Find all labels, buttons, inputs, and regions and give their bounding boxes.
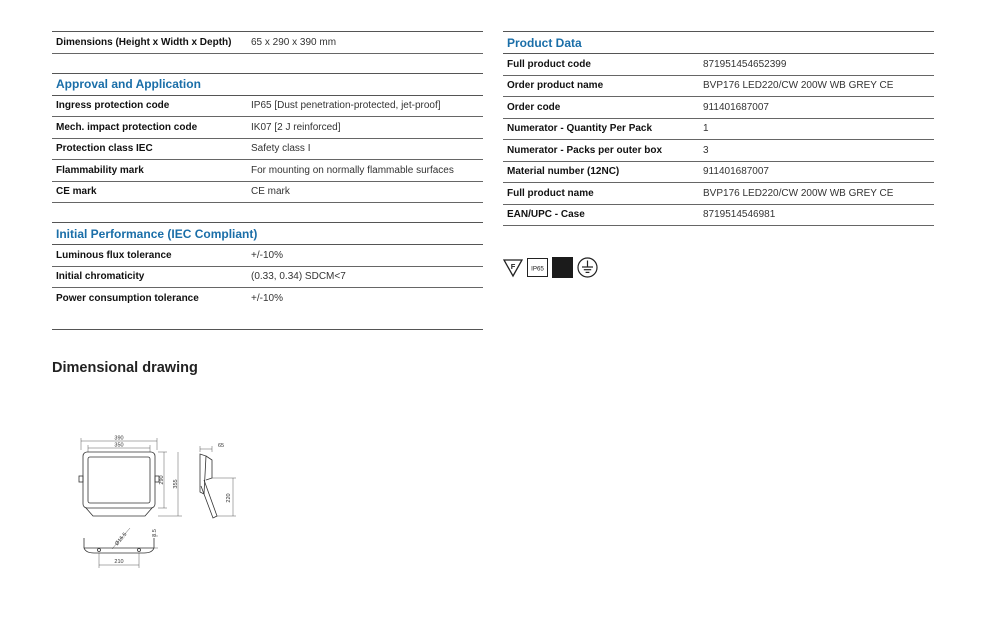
spec-value: For mounting on normally flammable surfaces — [251, 164, 454, 176]
section-title-performance: Initial Performance (IEC Compliant) — [52, 223, 483, 245]
f-mark-letter: F — [510, 261, 516, 271]
spec-value: BVP176 LED220/CW 200W WB GREY CE — [703, 80, 894, 92]
section-gap — [52, 54, 483, 74]
spec-row — [503, 119, 934, 141]
spec-row — [52, 139, 483, 161]
spec-row — [503, 205, 934, 227]
protective-earth-icon — [577, 257, 598, 278]
spec-key: Numerator - Packs per outer box — [507, 144, 663, 156]
section-end — [52, 309, 483, 330]
ip65-text: IP65 — [531, 265, 544, 273]
spec-key: Flammability mark — [56, 164, 144, 176]
spec-key: Material number (12NC) — [507, 166, 620, 178]
left-specs — [52, 31, 483, 330]
certification-icons — [503, 257, 598, 278]
spec-row — [503, 54, 934, 76]
spec-key: Full product name — [507, 187, 594, 199]
spec-row — [52, 245, 483, 267]
section-title-product-data: Product Data — [503, 31, 934, 54]
dimensional-drawing-title: Dimensional drawing — [52, 360, 198, 376]
spec-row — [503, 76, 934, 98]
section-title-approval: Approval and Application — [52, 74, 483, 96]
spec-key: Luminous flux tolerance — [56, 249, 172, 261]
spec-value: 871951454652399 — [703, 58, 787, 70]
spec-row — [52, 96, 483, 118]
spec-key: EAN/UPC - Case — [507, 209, 585, 221]
spec-key: Mech. impact protection code — [56, 121, 198, 133]
spec-value: 911401687007 — [703, 166, 769, 178]
spec-key: Order product name — [507, 80, 604, 92]
spec-row — [52, 288, 483, 309]
spec-value: Safety class I — [251, 143, 311, 155]
spec-row — [52, 267, 483, 289]
spec-key: Protection class IEC — [56, 143, 153, 155]
spec-value: 65 x 290 x 390 mm — [251, 36, 337, 48]
spec-row — [52, 117, 483, 139]
spec-value: BVP176 LED220/CW 200W WB GREY CE — [703, 187, 894, 199]
spec-row-dimensions — [52, 31, 483, 54]
spec-key: Power consumption tolerance — [56, 292, 199, 304]
ip65-icon — [527, 258, 548, 277]
spec-value: 8719514546981 — [703, 209, 776, 221]
spec-value: +/-10% — [251, 292, 283, 304]
dim-label-355: 355 — [173, 479, 179, 489]
spec-key: Ingress protection code — [56, 100, 170, 112]
dim-label-210: 210 — [114, 559, 124, 565]
spec-row — [52, 182, 483, 204]
spec-value: +/-10% — [251, 249, 283, 261]
spec-row — [503, 183, 934, 205]
dimensional-drawing — [72, 432, 247, 572]
spec-row — [503, 162, 934, 184]
spec-value: IK07 [2 J reinforced] — [251, 121, 341, 133]
side-view — [200, 446, 236, 518]
flammability-f-mark-icon — [503, 258, 523, 278]
spec-key: Dimensions (Height x Width x Depth) — [56, 36, 232, 48]
section-gap — [52, 203, 483, 223]
spec-value: 911401687007 — [703, 101, 769, 113]
dim-label-65: 65 — [217, 443, 225, 449]
spec-key: CE mark — [56, 186, 97, 198]
spec-value: (0.33, 0.34) SDCM<7 — [251, 271, 346, 283]
spec-key: Initial chromaticity — [56, 271, 145, 283]
dim-label-8-5: 8.5 — [152, 529, 158, 537]
dim-label-290: 290 — [159, 475, 165, 485]
spec-value: 3 — [703, 144, 709, 156]
spec-key: Order code — [507, 101, 561, 113]
spec-key: Full product code — [507, 58, 591, 70]
spec-row — [52, 160, 483, 182]
dim-label-390: 390 — [114, 435, 124, 442]
spec-row — [503, 97, 934, 119]
dim-label-220: 220 — [226, 493, 232, 503]
spec-row — [503, 140, 934, 162]
spec-value: IP65 [Dust penetration-protected, jet-proof] — [251, 100, 441, 112]
spec-value: 1 — [703, 123, 709, 135]
front-view — [79, 435, 182, 516]
spec-key: Numerator - Quantity Per Pack — [507, 123, 653, 135]
black-square-icon — [552, 257, 573, 278]
right-specs — [503, 31, 934, 226]
dim-label-diameter: Ø16.5 — [114, 531, 129, 548]
spec-value: CE mark — [251, 186, 290, 198]
dim-label-350: 350 — [114, 442, 124, 449]
